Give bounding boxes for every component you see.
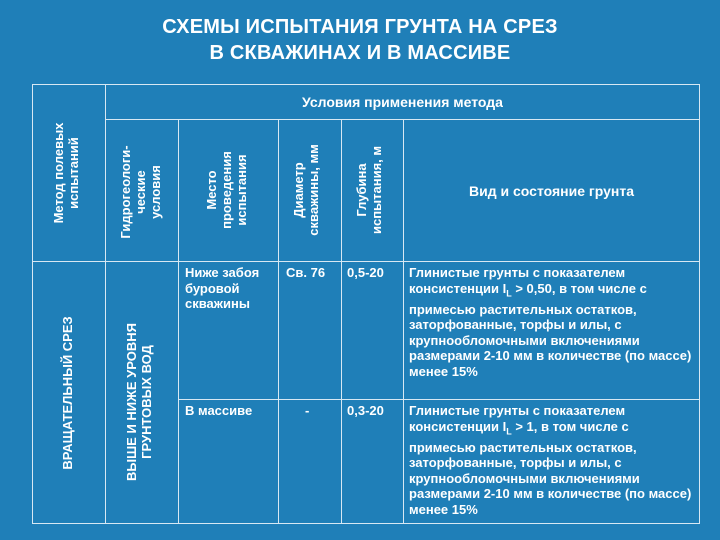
methods-table xyxy=(32,84,700,524)
row-divider xyxy=(178,399,699,400)
row-divider xyxy=(105,119,699,120)
row2-diameter: - xyxy=(305,403,310,418)
row1-depth: 0,5-20 xyxy=(347,265,384,280)
col-divider xyxy=(105,85,106,523)
header-depth: Глубина испытания, м xyxy=(354,145,384,235)
row2-depth: 0,3-20 xyxy=(347,403,384,418)
row2-place: В массиве xyxy=(185,403,253,418)
header-method: Метод полевых испытаний xyxy=(51,122,81,224)
col-divider xyxy=(341,119,342,523)
header-hydro: Гидрогеологи- ческие условия xyxy=(118,145,163,239)
row1-diameter: Св. 76 xyxy=(286,265,326,280)
conditions-group-header: Условия применения метода xyxy=(302,94,503,110)
page-title xyxy=(0,14,720,66)
row2-soil: Глинистые грунты с показателем консистенции $I_L > 1$, в том числе с примесью растительных остатков, заторфованные, торфы и илы, с крупнообломочными включениями размерами 2-10 мм в количестве (по массе) менее 15% xyxy=(409,403,692,517)
title-line-1: СХЕМЫ ИСПЫТАНИЯ ГРУНТА НА СРЕЗ xyxy=(162,16,558,38)
method-value: ВРАЩАТЕЛЬНЫЙ СРЕЗ xyxy=(60,316,75,470)
header-place: Место проведения испытания xyxy=(204,151,249,229)
col-divider xyxy=(403,119,404,523)
col-divider xyxy=(278,119,279,523)
row1-soil: Глинистые грунты с показателем консистенции $I_L > 0,50$, в том числе с примесью растительных остатков, заторфованные, торфы и илы, с крупнообломочными включениями размерами 2-10 мм в количестве (по массе) менее 15% xyxy=(409,265,692,379)
col-divider xyxy=(178,119,179,523)
header-diameter: Диаметр скважины, мм xyxy=(291,144,321,236)
title-line-2: В СКВАЖИНАХ И В МАССИВЕ xyxy=(209,42,511,64)
row1-place: Ниже забоя буровой скважины xyxy=(185,265,260,311)
hydro-value: ВЫШЕ И НИЖЕ УРОВНЯ ГРУНТОВЫХ ВОД xyxy=(124,323,154,481)
header-soil: Вид и состояние грунта xyxy=(469,183,634,199)
